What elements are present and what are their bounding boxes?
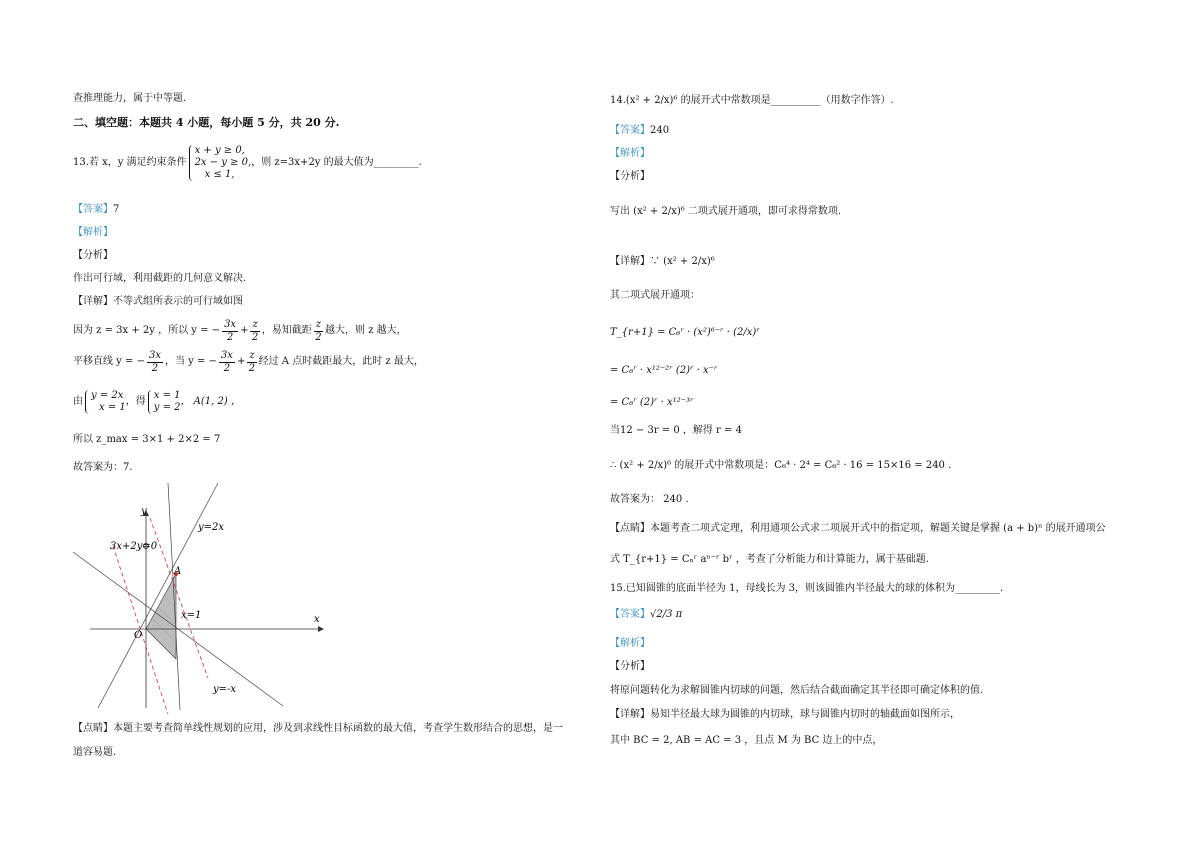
label-objective: 3x+2y=0 (110, 541, 158, 552)
system-1 (85, 390, 126, 414)
pan-text-b: ，当 y = − (164, 356, 217, 367)
numerator: z (249, 349, 255, 361)
x-axis-label: x (314, 614, 320, 625)
general-term-intro: 其二项式展开通项： (610, 290, 700, 301)
question-13 (73, 138, 422, 188)
fenxi-tag: 【分析】 (73, 250, 113, 261)
question-14: 14.(x² + 2/x)⁶ 的展开式中常数项是__________（用数字作答）. (610, 95, 894, 106)
denominator: 2 (223, 362, 231, 374)
line-y-2x (98, 483, 218, 708)
solve-de: ，得 (125, 396, 146, 407)
system-eq: y = 2x (91, 390, 124, 401)
label-y-2x: y=2x (198, 522, 225, 533)
fraction (250, 319, 259, 344)
final-answer: 故答案为： 240 . (610, 494, 689, 505)
zmax-line: 所以 z_max = 3×1 + 2×2 = 7 (73, 434, 221, 445)
constraint-system (189, 145, 252, 181)
solve-r: 当12 − 3r = 0 ，解得 r = 4 (610, 425, 742, 436)
denominator: 2 (151, 362, 159, 374)
final-answer: 故答案为：7. (73, 462, 133, 473)
analysis-tag: 【解析】 (610, 148, 650, 159)
system-eq: y = 2 (153, 402, 181, 413)
because-text-c: 越大，则 z 越大， (325, 325, 407, 336)
system-eq: x = 1 (99, 402, 126, 413)
feasible-region-figure (68, 478, 358, 718)
answer-tag: 【答案】 (73, 204, 113, 215)
numerator: z (252, 318, 258, 330)
label-point-a: A (174, 566, 182, 577)
objective-line-shifted (150, 518, 208, 678)
denominator: 2 (251, 331, 259, 343)
detail-intro: 【详解】易知半径最大球为圆锥的内切球，球与圆锥内切时的轴截面如图所示， (610, 709, 960, 720)
constraint-3: x ≤ 1, (204, 169, 235, 180)
detail-given: 其中 BC = 2, AB = AC = 3 ，且点 M 为 BC 边上的中点， (610, 735, 883, 746)
pan-text-c: 经过 A 点时截距最大，此时 z 最大， (258, 356, 424, 367)
system-eq: x = 1 (153, 390, 181, 401)
analysis-tag: 【解析】 (73, 227, 113, 238)
fraction (314, 319, 323, 344)
fraction (222, 319, 238, 344)
comment-line-2: 式 T_{r+1} = Cₙʳ aⁿ⁻ʳ bʳ ，考查了分析能力和计算能力，属于基础题. (610, 554, 929, 565)
constraint-1: x + y ≥ 0, (194, 145, 245, 156)
detail-intro: 【详解】∵ (x² + 2/x)⁶ (610, 256, 715, 267)
fenxi-tag: 【分析】 (610, 661, 650, 672)
constraint-2: 2x − y ≥ 0, (194, 157, 252, 168)
because-text-b: ，易知截距 (261, 325, 312, 336)
constant-term: ∴ (x² + 2/x)⁶ 的展开式中常数项是：C₆⁴ · 2⁴ = C₆² · 16 = 15×16 = 240 . (610, 460, 952, 471)
q13-suffix: ，则 z=3x+2y 的最大值为_________. (251, 157, 422, 168)
because-line: 因为 z = 3x + 2y ，所以 y = − $\frac{3x}{2}$ + $\frac{z}{2}$ ，易知截距 $\frac{z}{2}$ 越大，则 z 越大， (73, 318, 407, 343)
answer-tag: 【答案】 (610, 609, 650, 620)
solve-line (73, 385, 241, 419)
numerator: 3x (220, 349, 233, 361)
numerator: 3x (224, 318, 237, 330)
denominator: 2 (315, 331, 322, 343)
system-2 (148, 390, 181, 414)
numerator: z (315, 318, 322, 330)
translate-line: 平移直线 y = − $\frac{3x}{2}$ ，当 y = − $\frac{3x}{2}$ + $\frac{z}{2}$ 经过 A 点时截距最大，此时 z 最大， (73, 349, 424, 374)
general-term-2: = C₆ʳ · x¹²⁻²ʳ (2)ʳ · x⁻ʳ (610, 365, 718, 376)
label-x-1: x=1 (181, 610, 202, 621)
denominator: 2 (226, 331, 234, 343)
because-text-a: 因为 z = 3x + 2y ，所以 y = − (73, 325, 221, 336)
answer-13 (73, 203, 119, 217)
fenxi-tag: 【分析】 (610, 171, 650, 182)
solve-you: 由 (73, 396, 83, 407)
comment-line-2: 道容易题. (73, 747, 117, 758)
question-15: 15.已知圆锥的底面半径为 1，母线长为 3，则该圆锥内半径最大的球的体积为_________. (610, 583, 1004, 594)
text-line: 查推理能力，属于中等题. (73, 93, 187, 104)
analysis-tag: 【解析】 (610, 638, 650, 649)
q13-prefix: 13.若 x，y 满足约束条件 (73, 157, 187, 168)
section-heading: 二、填空题：本题共 4 小题，每小题 5 分，共 20 分. (73, 116, 340, 129)
answer-15 (610, 608, 682, 622)
answer-value: √2/3 π (650, 609, 683, 620)
detail-intro: 【详解】不等式组所表示的可行域如图 (73, 296, 243, 307)
fraction (247, 350, 256, 375)
numerator: 3x (148, 349, 161, 361)
pan-text-a: 平移直线 y = − (73, 356, 145, 367)
answer-tag: 【答案】 (610, 125, 650, 136)
fenxi-text: 作出可行域，利用截距的几何意义解决. (73, 273, 247, 284)
comment-line-1: 【点睛】本题考查二项式定理，利用通项公式求二项展开式中的指定项，解题关键是掌握 (a + b)ⁿ 的展开通项公 (610, 523, 1106, 534)
x-axis-arrow (318, 626, 324, 632)
general-term-1: T_{r+1} = C₆ʳ · (x²)⁶⁻ʳ · (2/x)ʳ (610, 327, 760, 338)
y-axis-label: y (141, 506, 147, 517)
fraction (147, 350, 163, 375)
denominator: 2 (248, 362, 256, 374)
label-y-neg-x: y=-x (213, 684, 237, 695)
fenxi-text: 将原问题转化为求解圆锥内切球的问题，然后结合截面确定其半径即可确定体积的值. (610, 685, 984, 696)
fraction (219, 350, 235, 375)
comment-line-1: 【点睛】本题主要考查简单线性规划的应用，涉及到求线性目标函数的最大值，考查学生数形结合的思想，是一 (73, 723, 563, 734)
answer-value: 7 (113, 204, 120, 215)
point-a-text: ， A(1, 2) ， (180, 396, 241, 407)
general-term-3: = C₆ʳ (2)ʳ · x¹²⁻³ʳ (610, 397, 694, 408)
fenxi-text: 写出 (x² + 2/x)⁶ 二项式展开通项，即可求得常数项. (610, 206, 842, 217)
answer-14 (610, 124, 669, 138)
label-origin: O (134, 630, 143, 641)
answer-value: 240 (650, 125, 670, 136)
